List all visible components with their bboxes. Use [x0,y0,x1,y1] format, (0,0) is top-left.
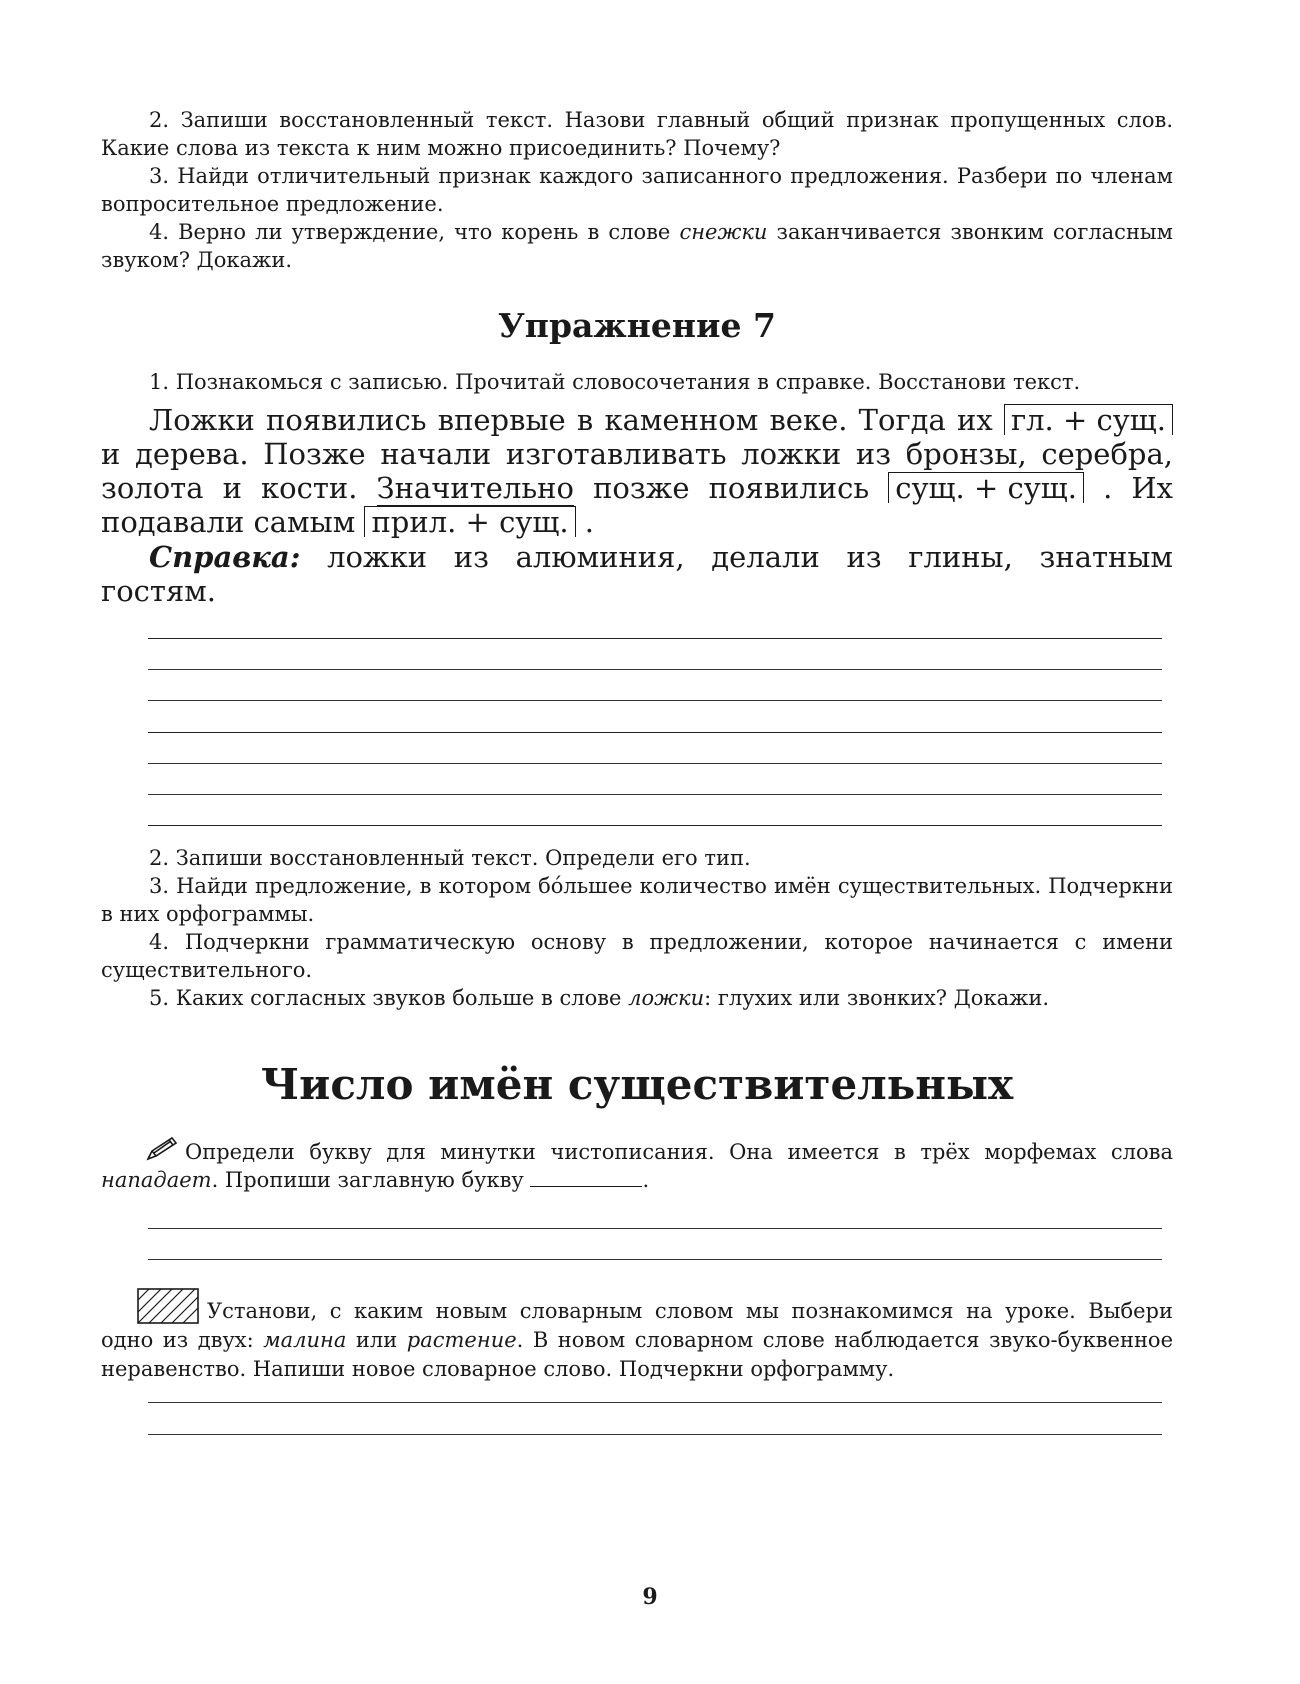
underlined-word: Значительно [376,471,574,505]
gap-box: прил. + сущ. [364,506,575,537]
exercise7-tasks [101,844,1173,1012]
page-number: 9 [642,1584,658,1610]
task-item [101,218,1173,274]
reference-label: Справка: [149,540,301,574]
gap-box: гл. + сущ. [1004,404,1173,435]
text-fragment: позже появились [593,471,870,505]
writing-line[interactable] [148,1434,1162,1435]
italic-word: ложки [628,986,705,1010]
italic-word: нападает [101,1168,212,1192]
writing-line[interactable] [148,732,1162,733]
reference [101,540,1173,608]
task-text: 4. Верно ли утверждение, что корень в слове [149,220,680,244]
hatched-box-icon [137,1288,199,1324]
text-fragment: Ложки появились впервые в каменном веке. Тогда их [149,403,993,437]
section-title: Число имён существительных [260,1060,1014,1109]
task-text: 2. Запиши восстановленный текст. Назови главный общий признак пропущенных слов. Какие слова из текста к ним можно присоединить? Почему? [101,108,1173,160]
top-tasks [101,106,1173,274]
text-fragment: . [584,505,594,539]
text-fragment: . Их подавали самым [101,471,1174,539]
writing-line[interactable] [148,638,1162,639]
writing-line[interactable] [148,1228,1162,1229]
writing-line[interactable] [148,700,1162,701]
restore-text [101,403,1173,539]
writing-line[interactable] [148,794,1162,795]
letter-blank[interactable] [530,1168,642,1187]
writing-line[interactable] [148,1402,1162,1403]
pencil-icon [145,1136,179,1162]
task-text: заканчивается звонким согласным звуком? Докажи. [101,220,1173,272]
exercise7-task1 [101,368,1173,396]
italic-word: растение [406,1328,517,1352]
gap-box: сущ. + сущ. [888,472,1084,503]
task-text: 1. Познакомься с записью. Прочитай словосочетания в справке. Восстанови текст. [149,370,1081,394]
exercise7-text [101,403,1173,539]
task-text: 2. Запиши восстановленный текст. Определи его тип. [149,846,751,870]
exercise-title: Упражнение 7 [498,306,776,345]
task-item [101,106,1173,162]
italic-word: малина [263,1328,347,1352]
task-text: . В новом словарном слове наблюдается звуко-буквенное неравенство. Напиши новое словарное слово. Подчеркни орфограмму. [101,1328,1174,1381]
text-fragment: и дерева. Позже начали изготавливать ложки из бронзы, серебра, золота и кости. [101,437,1173,505]
task-text: . [642,1168,650,1192]
writing-line[interactable] [148,763,1162,764]
task-text: 3. Найди отличительный признак каждого записанного предложения. Разбери по членам вопросительное предложение. [101,164,1173,216]
task-item [101,162,1173,218]
vocabulary-task [101,1288,1173,1384]
task-text: 3. Найди предложение, в котором бо́льшее количество имён существительных. Подчеркни в них орфограммы. [101,874,1173,926]
task-text: Установи, с каким новым словарным словом мы познакомимся на уроке. Выбери одно из двух: [101,1299,1173,1352]
writing-line[interactable] [148,1259,1162,1260]
writing-line[interactable] [148,669,1162,670]
penmanship-task [101,1136,1173,1194]
task-text: . Пропиши заглавную букву [211,1168,524,1192]
task-text: 4. Подчеркни грамматическую основу в предложении, которое начинается с имени существительного. [101,930,1173,982]
task-text: 5. Каких согласных звуков больше в слове [149,986,629,1010]
task-text: или [346,1328,407,1352]
writing-line[interactable] [148,825,1162,826]
task-text: : глухих или звонких? Докажи. [704,986,1050,1010]
reference-text: ложки из алюминия, делали из глины, знатным гостям. [101,540,1173,608]
task-text: Определи букву для минутки чистописания. Она имеется в трёх морфемах слова [185,1140,1173,1164]
italic-word: снежки [679,220,768,244]
